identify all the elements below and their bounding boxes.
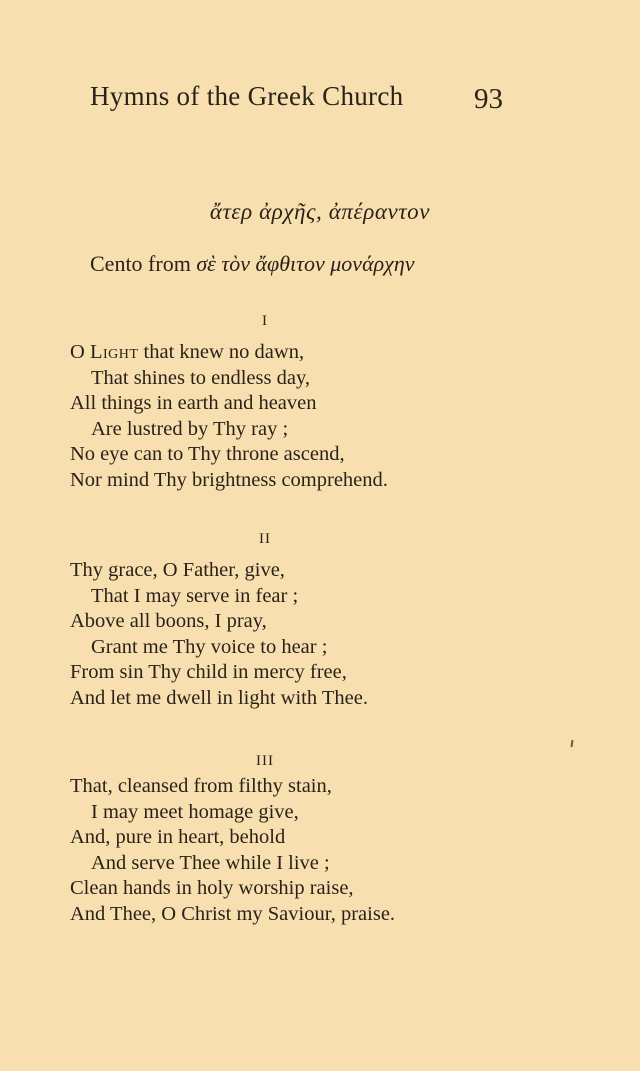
- first-word: O: [70, 341, 85, 363]
- stanza-2: [0, 558, 640, 711]
- stanza-numeral: III: [256, 753, 274, 769]
- page-number: 93: [474, 83, 503, 115]
- verse-line: No eye can to Thy throne ascend,: [70, 443, 345, 465]
- verse-line: From sin Thy child in mercy free,: [70, 661, 347, 683]
- verse-line: And, pure in heart, behold: [70, 826, 286, 848]
- greek-heading: ἄτερ ἀρχῆς, ἀπέραντον: [209, 199, 431, 224]
- running-title: Hymns of the Greek Church: [90, 81, 404, 111]
- small-caps-word: Light: [89, 341, 139, 363]
- verse-line: And Thee, O Christ my Saviour, praise.: [70, 902, 396, 925]
- verse-line: Nor mind Thy brightness comprehend.: [70, 468, 388, 491]
- verse-line: That I may serve in fear ;: [91, 584, 299, 607]
- cento-greek-source: σὲ τὸν ἄφθιτον μονάρχην: [196, 251, 415, 276]
- verse-line: And serve Thee while I live ;: [91, 851, 330, 874]
- running-head: [0, 81, 640, 115]
- verse-line: Clean hands in holy worship raise,: [70, 877, 354, 899]
- verse-line: Thy grace, O Father, give,: [70, 559, 285, 581]
- verse-line-rest: that knew no dawn,: [138, 341, 305, 363]
- verse-line: That shines to endless day,: [91, 366, 311, 389]
- verse-line: [0, 340, 640, 366]
- cento-attribution: [90, 251, 415, 277]
- paper-speck: [571, 740, 573, 747]
- stanza-1: [0, 340, 640, 493]
- stanza-numeral: I: [262, 313, 268, 329]
- verse-line: Above all boons, I pray,: [70, 610, 267, 632]
- stanza-numeral: II: [259, 531, 271, 547]
- stanza-3: [0, 774, 640, 927]
- verse-line: And let me dwell in light with Thee.: [70, 686, 368, 709]
- verse-line: All things in earth and heaven: [70, 392, 317, 414]
- cento-prefix: Cento from: [90, 251, 191, 276]
- verse-line: Are lustred by Thy ray ;: [91, 417, 289, 440]
- verse-line: Grant me Thy voice to hear ;: [91, 635, 328, 658]
- verse-line: That, cleansed from filthy stain,: [70, 775, 332, 797]
- verse-line: I may meet homage give,: [91, 800, 299, 823]
